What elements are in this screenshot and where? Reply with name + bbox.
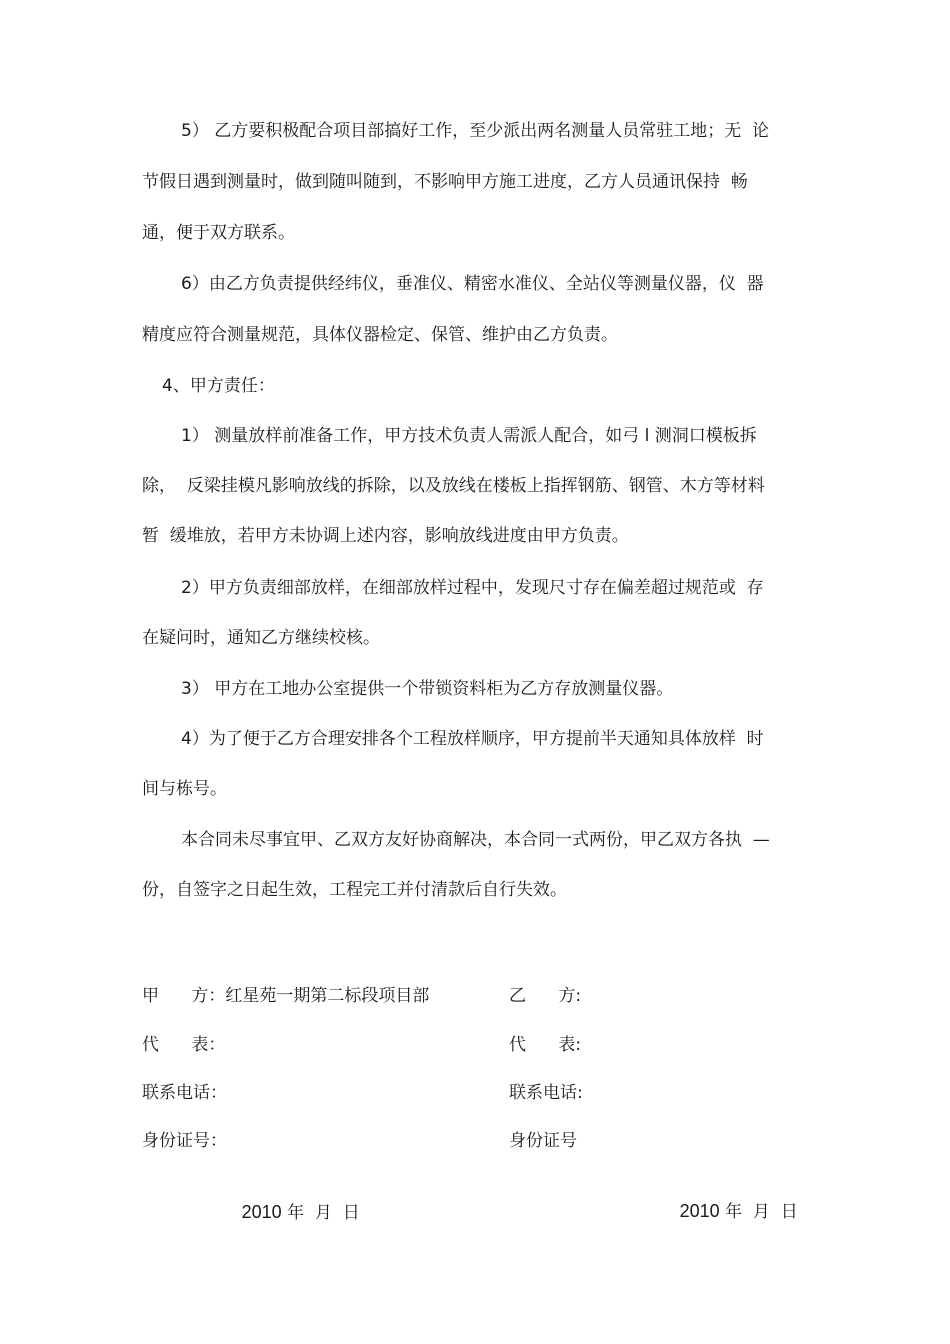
party-a-date-year: 2010 — [241, 1202, 282, 1222]
party-a-date — [220, 1176, 360, 1249]
section-heading: 4、甲方责任： — [162, 376, 275, 396]
paragraph-line: 5） 乙方要积极配合项目部搞好工作，至少派出两名测量人员常驻工地；无 论 — [181, 121, 770, 141]
paragraph-line: 精度应符合测量规范，具体仪器检定、保管、维护由乙方负责。 — [142, 325, 618, 345]
party-a-date-text: 年 月 日 — [281, 1203, 360, 1223]
party-a-representative: 代 表： — [142, 1035, 226, 1055]
party-b-id-number: 身份证号 — [509, 1131, 577, 1151]
party-b-phone: 联系电话: — [509, 1083, 583, 1103]
paragraph-line: 暂 缓堆放，若甲方未协调上述内容，影响放线进度由甲方负责。 — [142, 526, 629, 546]
party-b-date-text: 年 月 日 — [719, 1202, 798, 1222]
paragraph-line: 6）由乙方负责提供经纬仪，垂准仪、精密水准仪、全站仪等测量仪器，仪 器 — [181, 274, 764, 294]
paragraph-line: 1） 测量放样前准备工作，甲方技术负责人需派人配合，如弓 l 测洞口模板拆 — [181, 426, 757, 446]
paragraph-line: 节假日遇到测量时，做到随叫随到，不影响甲方施工进度，乙方人员通讯保持 畅 — [142, 172, 748, 192]
party-b-name: 乙 方: — [509, 986, 582, 1006]
paragraph-line: 份，自签字之日起生效，工程完工并付清款后自行失效。 — [142, 880, 567, 900]
party-a-phone: 联系电话： — [142, 1083, 227, 1103]
paragraph-line: 2）甲方负责细部放样，在细部放样过程中，发现尺寸存在偏差超过规范或 存 — [181, 578, 764, 598]
paragraph-line: 除， 反梁挂模凡影响放线的拆除，以及放线在楼板上指挥钢筋、钢管、木方等材料 — [142, 476, 765, 496]
party-a-id-number: 身份证号： — [142, 1131, 227, 1151]
party-b-date-year: 2010 — [679, 1201, 720, 1221]
paragraph-line: 本合同未尽事宜甲、乙双方友好协商解决，本合同一式两份，甲乙双方各执 — — [181, 830, 770, 850]
paragraph-line: 在疑问时，通知乙方继续校核。 — [142, 628, 380, 648]
party-a-name: 甲 方：红星苑一期第二标段项目部 — [142, 986, 430, 1006]
paragraph-line: 间与栋号。 — [142, 779, 227, 799]
paragraph-line: 通，便于双方联系。 — [142, 223, 295, 243]
paragraph-line: 4）为了便于乙方合理安排各个工程放样顺序，甲方提前半天通知具体放样 时 — [181, 729, 764, 749]
paragraph-line: 3） 甲方在工地办公室提供一个带锁资料柜为乙方存放测量仪器。 — [181, 679, 674, 699]
party-b-representative: 代 表: — [509, 1035, 582, 1055]
party-b-date — [658, 1175, 798, 1248]
